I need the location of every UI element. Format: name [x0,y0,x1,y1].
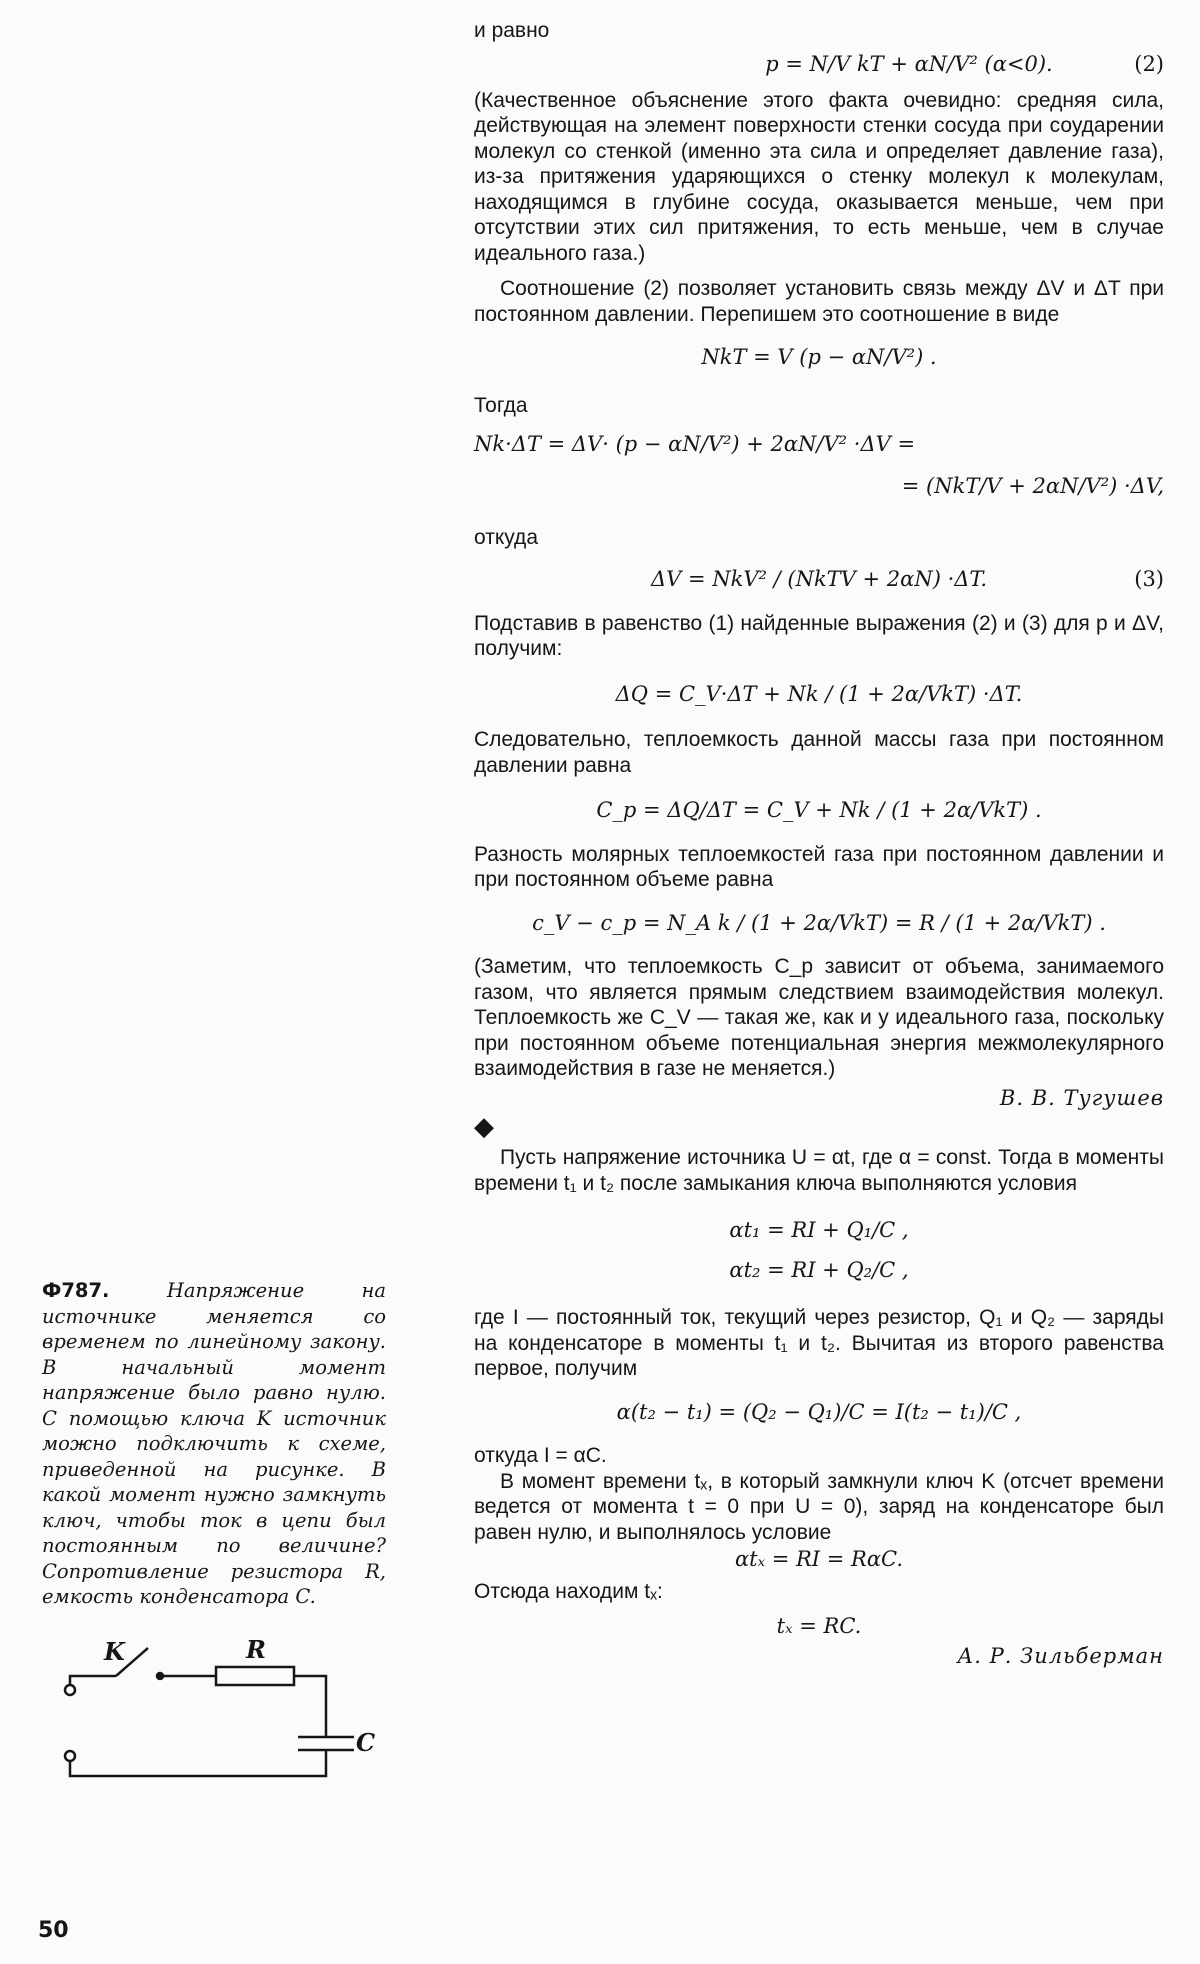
equation-subtraction: α(t₂ − t₁) = (Q₂ − Q₁)/C = I(t₂ − t₁)/C , [616,1399,1022,1424]
then-text: Тогда [474,393,528,417]
wire-top-left [70,1676,116,1685]
terminal-top [65,1685,75,1695]
equation-difference: c_V − c_p = N_A k / (1 + 2α/VkT) = R / (1 + 2α/VkT) . [532,910,1106,935]
relation-paragraph: Соотношение (2) позволяет установить связь между ΔV и ΔT при постоянном давлении. Перепишем это соотношение в виде [474,277,1164,326]
equation-tx: αtₓ = RI = RαC. [734,1547,904,1571]
substitution-paragraph: Подставив в равенство (1) найденные выражения (2) и (3) для p и ΔV, получим: [474,611,1164,660]
current-paragraph: где I — постоянный ток, текущий через резистор, Q₁ и Q₂ — заряды на конденсаторе в моменты t₁ и t₂. Вычитая из второго равенства первое, получим [474,1306,1164,1380]
wire-right-top [294,1676,326,1737]
whence-text: откуда [474,526,538,549]
problem-statement [42,1278,386,1610]
equation-result: tₓ = RC. [776,1614,862,1638]
cp-paragraph: Следовательно, теплоемкость данной массы газа при постоянном давлении равна [474,728,1164,777]
equation-a1: αt₁ = RI + Q₁/C , [729,1218,909,1242]
find-tx-text: Отсюда находим tₓ: [474,1579,663,1603]
equation-a2: αt₂ = RI + Q₂/C , [729,1257,909,1282]
remark-paragraph: (Заметим, что теплоемкость C_p зависит от объема, занимаемого газом, что является прямым следствием взаимодействия молекул. Теплоемкость же C_V — такая же, как и у идеального газа, поскольку при постоянном объеме потенциальная энергия межмолекулярного взаимодействия в газе не меняется.) [474,955,1164,1080]
equation-2: p = N/V kT + αN/V² (α<0). (2) [765,51,1164,76]
equation-dq: ΔQ = C_V·ΔT + Nk / (1 + 2α/VkT) ·ΔT. [615,681,1023,706]
resistor [216,1667,294,1685]
equation-long-line1: Nk·ΔT = ΔV· (p − αN/V²) + 2αN/V² ·ΔV = [474,432,916,456]
equation-cp: C_p = ΔQ/ΔT = C_V + Nk / (1 + 2α/VkT) . [596,798,1042,822]
moment-paragraph: В момент времени tₓ, в который замкнули ключ K (отсчет времени ведется от момента t = 0 при U = 0), заряд на конденсаторе был равен нулю, и выполнялось условие [474,1469,1164,1544]
author-signature-1: В. В. Тугушев [999,1085,1164,1110]
diamond-marker: ◆ [474,1111,494,1141]
difference-paragraph: Разность молярных теплоемкостей газа при постоянном давлении и при постоянном объеме равна [474,842,1164,891]
terminal-bottom [65,1751,75,1761]
qualitative-explanation: (Качественное объяснение этого факта очевидно: средняя сила, действующая на элемент поверхности стенки сосуда при соударении молекул со стенкой (именно эта сила и определяет давление газа), из-за притяжения ударяющихся о стенку молекул к молекулам, находящимся в глубине сосуда, оказывается меньше, чем при отсутствии этих сил притяжения, то есть меньше, чем в случае идеального газа.) [474,88,1164,265]
equation-3: ΔV = NkV² / (NkTV + 2αN) ·ΔT. (3) [650,566,1164,591]
equation-nkt: NkT = V (p − αN/V²) . [701,345,937,369]
page-number: 50 [38,1918,69,1943]
intro-text: и равно [474,19,550,42]
solution-column [474,18,1164,1669]
equation-long-line2: = (NkT/V + 2αN/V²) ·ΔV, [901,473,1164,498]
solution-intro: Пусть напряжение источника U = αt, где α = const. Тогда в моменты времени t₁ и t₂ после замыкания ключа выполняются условия [474,1146,1164,1195]
label-r: R [246,1640,266,1664]
current-result: откуда I = αC. [474,1444,607,1467]
problem-text: Напряжение на источнике меняется со временем по линейному закону. В начальный момент напряжение было равно нулю. С помощью ключа K источник можно подключить к схеме, приведенной на рисунке. В какой момент нужно замкнуть ключ, чтобы ток в цепи был постоянным по величине? Сопротивление резистора R, емкость конденсатора C. [42,1279,386,1608]
eq2-number: (2) [1134,51,1164,76]
circuit-diagram [48,1640,388,1790]
problem-number: Ф787. [42,1279,110,1302]
label-c: C [356,1728,376,1757]
eq3-number: (3) [1134,566,1164,591]
wire-bottom [70,1750,326,1776]
author-signature-2: А. Р. Зильберман [957,1643,1164,1668]
label-k: K [104,1640,125,1666]
